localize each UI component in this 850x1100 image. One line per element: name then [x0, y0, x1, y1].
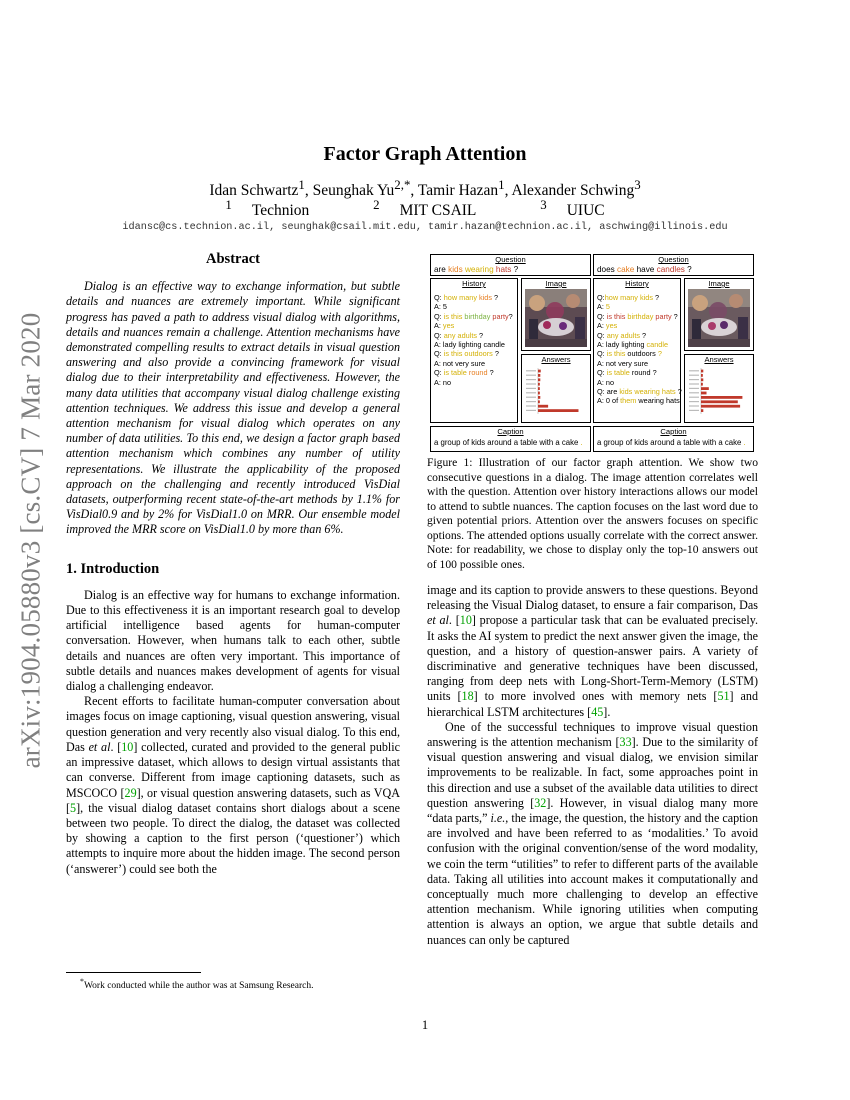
history-line: Q: is this outdoors ? [434, 349, 499, 359]
history-line: A: lady lighting candle [434, 340, 505, 350]
answer-label-placeholder [689, 379, 699, 380]
answer-bar [538, 396, 540, 399]
affiliation: $^3$ UIUC [540, 197, 605, 220]
citation-link[interactable]: 33 [619, 735, 632, 750]
history-line: A: 0 of them wearing hats [597, 396, 680, 406]
caption-text: a group of kids around a table with a cake . [434, 438, 583, 447]
answer-label-placeholder [526, 401, 536, 402]
answer-bar [538, 405, 548, 408]
intro-paragraph-2: Recent efforts to facilitate human-computer conversation about images focus on image captioning, visual question answering, visual question generation and very recently also visual dialog. To this end, Das et al. [10] collected, curated and provided to the general public an impressive dataset, which allows to design virtual assistants that can converse. Different from image captioning datasets, such as MSCOCO [29], or visual question answering datasets, such as VQA [5], the visual dialog dataset contains short dialogs about a scene between two people. To direct the dialog, the dataset was collected by showing a caption to the first person (‘questioner’) which attempts to inquire more about the hidden image. The second person (‘answerer’) could see both the [66, 694, 400, 876]
answer-label-placeholder [689, 370, 699, 371]
abstract-text: Dialog is an effective way to exchange information, but subtle details and nuances are extremely important. While significant progress has paved a path to address visual dialog with algorithms, details and nuances remain a challenge. Attention mechanisms have demonstrated compelling results to extract details in visual question answering and also provide a convincing framework for visual dialog due to their interpretability and effectiveness. However, the many data utilities that accompany visual dialog challenge existing attention techniques. We address this issue and develop a general attention mechanism for visual dialog which operates on any number of data utilities. To this end, we design a factor graph based attention mechanism which combines any number of utility representations. We illustrate the applicability of the proposed approach on the challenging and recently introduced VisDial datasets, outperforming recent state-of-the-art methods by 1.1% for VisDial0.9 and by 2% for VisDial1.0 on MRR. Our ensemble model improved the MRR score on VisDial1.0 by more than 6%. [66, 279, 400, 537]
history-line: Q: is this outdoors ? [597, 349, 662, 359]
answer-label-placeholder [526, 392, 536, 393]
history-line: A: not very sure [434, 358, 486, 368]
answer-bar [701, 387, 709, 390]
affiliation: $^1$ Technion [225, 197, 310, 220]
answer-bar [701, 378, 703, 381]
answer-label-placeholder [689, 388, 699, 389]
history-line: A: no [434, 377, 452, 387]
history-line: Q: is table round ? [434, 368, 494, 378]
caption-text: a group of kids around a table with a cake . [597, 438, 746, 447]
affiliation: $^2$ MIT CSAIL [373, 197, 477, 220]
history-line: A: 5 [597, 302, 610, 312]
right-column [427, 583, 758, 948]
left-column [66, 252, 400, 877]
scene-photo [688, 289, 750, 347]
answers-box: Answers [684, 354, 754, 423]
author-emails[interactable]: idansc@cs.technion.ac.il, seunghak@csail.mit.edu, tamir.hazan@technion.ac.il, aschwing@illinois.edu [122, 222, 728, 233]
answer-bar [701, 392, 707, 395]
history-line: Q: any adults ? [597, 330, 647, 340]
author[interactable]: Idan Schwartz$^1$, [209, 177, 313, 200]
answer-label-placeholder [689, 410, 699, 411]
answer-label-placeholder [526, 397, 536, 398]
answer-label-placeholder [689, 401, 699, 402]
page-number: 1 [421, 1018, 429, 1032]
citation-link[interactable]: 5 [70, 800, 77, 815]
answer-bar [701, 400, 738, 403]
intro-paragraph-1: Dialog is an effective way for humans to exchange information. Due to this effectiveness it is an important research goal to develop artificial intelligence based agents for human-computer conversation. However, when humans talk to each other, subtle details and nuances are often very important. This importance of subtle details and nuances makes development of agents for visual dialog a challenging endeavor. [66, 587, 400, 694]
affiliations [0, 197, 850, 220]
answer-bar [538, 392, 540, 395]
question-box: Question does cake have candles ? [593, 254, 754, 276]
answer-label-placeholder [689, 405, 699, 406]
history-line: A: no [597, 377, 615, 387]
history-line: A: yes [597, 321, 618, 331]
answer-bar [538, 400, 540, 403]
question-text: are kids wearing hats ? [434, 265, 519, 274]
history-line: Q: are kids wearing hats ? [597, 387, 682, 397]
author[interactable]: Tamir Hazan$^1$, [417, 177, 512, 200]
answer-label-placeholder [689, 375, 699, 376]
history-line: A: 5 [434, 302, 447, 312]
figure-panel-left [430, 254, 591, 452]
answer-bar [701, 383, 703, 386]
citation-link[interactable]: 51 [717, 689, 730, 704]
history-box: History Q: how many kids ? A: 5 Q: is this birthday party? A: yes Q: any adults ? A: lady lighting candle Q: is this outdoors ? A: not very sure Q: is table round ? A: no [430, 278, 518, 423]
answer-bar [701, 370, 703, 373]
answer-bar [701, 409, 703, 412]
abstract-heading: Abstract [206, 251, 260, 267]
footnote-divider [66, 972, 201, 973]
citation-link[interactable]: 10 [459, 613, 472, 628]
answer-bar [538, 370, 541, 373]
figure-panel-right [593, 254, 754, 452]
answer-bar [538, 383, 540, 386]
image-box: Image [684, 278, 754, 351]
answer-label-placeholder [526, 379, 536, 380]
arxiv-side-stamp [2, 305, 60, 775]
figure-caption: Figure 1: Illustration of our factor graph attention. We show two consecutive questions in a dialog. The image attention correlates well with the question. Attention over history interactions allows our model to attend to subtle nuances. The caption focuses on the last word due to given potential priors. Attention over the answers focuses on specific options. The attended options usually correlate with the correct answer. Note: for readability, we chose to display only the top-10 answers out of 100 possible ones. [427, 456, 758, 571]
scene-photo [525, 289, 587, 347]
footnote: *Work conducted while the author was at Samsung Research. [80, 977, 314, 992]
history-line: A: not very sure [597, 358, 649, 368]
question-box: Question are kids wearing hats ? [430, 254, 591, 276]
answer-bar [701, 374, 703, 377]
arxiv-stamp-text: arXiv:1904.05880v3 [cs.CV] 7 Mar 2020 [15, 312, 46, 768]
caption-box: Caption a group of kids around a table with a cake . [430, 426, 591, 452]
answer-label-placeholder [526, 383, 536, 384]
answer-bar [538, 374, 540, 377]
answer-label-placeholder [526, 375, 536, 376]
history-line: Q: is table round ? [597, 368, 657, 378]
answer-bar [701, 405, 740, 408]
image-box: Image [521, 278, 591, 351]
answer-label-placeholder [526, 405, 536, 406]
answer-label-placeholder [526, 370, 536, 371]
answer-label-placeholder [689, 397, 699, 398]
history-box: History Q:how many kids ? A: 5 Q: is this birthday party ? A: yes Q: any adults ? A: lady lighting candle Q: is this outdoors ? A: not very sure Q: is table round ? A: no Q: are kids wearing hats ? A: 0 of them wearing hats [593, 278, 681, 423]
section-heading-introduction: 1. Introduction [66, 560, 160, 577]
author[interactable]: Seunghak $Yu^{2,*}$, [312, 177, 418, 200]
author[interactable]: Alexander Schwing$^3$ [511, 177, 641, 200]
paper-title: Factor Graph Attention [323, 143, 527, 165]
intro-paragraph-2-continued: image and its caption to provide answers to these questions. Beyond releasing the Visual Dialog dataset, to ensure a fair comparison, Das et al. [10] propose a particular task that can be evaluated precisely. It asks the AI system to predict the next answer given the image, the question, and a history of question-answer pairs. A variety of discriminative and generative techniques have been discussed, ranging from deep nets with Long-Short-Term-Memory (LSTM) units [18] to more involved ones with memory nets [51] and hierarchical LSTM architectures [45]. [427, 583, 758, 719]
citation-link[interactable]: 10 [121, 739, 134, 754]
history-line: Q:how many kids ? [597, 293, 660, 302]
answer-bar [538, 409, 578, 412]
answer-bar [701, 396, 742, 399]
answers-bar-chart [524, 365, 588, 419]
answers-box: Answers [521, 354, 591, 423]
answer-label-placeholder [689, 392, 699, 393]
caption-box: Caption a group of kids around a table with a cake . [593, 426, 754, 452]
intro-paragraph-3: One of the successful techniques to improve visual question answering is the attention mechanism [33]. Due to the similarity of visual question answering and visual dialog, we envision similar improvements to be realizable. In fact, some approaches point in this direction and use a subset of the available data utilities to direct question answering [32]. However, in visual dialog many more “data parts,” i.e., the image, the question, the history and the caption are involved and have been referred to as ‘modalities.’ To avoid confusion with the original convention/sense of the word modality, we coin the term “utilities” to refer to different parts of the available data. Taking all utilities into account makes it computationally and conceptually much more challenging to develop an effective attention mechanism. While ignoring utilities when computing attention is always an option, we argue that subtle details and nuances can only be captured [427, 719, 759, 947]
answer-bar [538, 378, 540, 381]
history-line: Q: how many kids ? [434, 293, 499, 302]
answer-label-placeholder [689, 383, 699, 384]
citation-link[interactable]: 29 [124, 785, 137, 800]
citation-link[interactable]: 45 [591, 704, 604, 719]
answers-bar-chart [687, 365, 751, 419]
citation-link[interactable]: 32 [534, 795, 547, 810]
answer-bar [538, 387, 540, 390]
citation-link[interactable]: 18 [461, 689, 474, 704]
history-line: A: yes [434, 321, 455, 331]
answer-label-placeholder [526, 410, 536, 411]
question-text: does cake have candles ? [597, 265, 692, 274]
history-line: A: lady lighting candle [597, 340, 669, 350]
history-line: Q: is this birthday party ? [597, 311, 678, 321]
answer-label-placeholder [526, 388, 536, 389]
history-line: Q: is this birthday party? [434, 311, 513, 321]
history-line: Q: any adults ? [434, 330, 484, 340]
